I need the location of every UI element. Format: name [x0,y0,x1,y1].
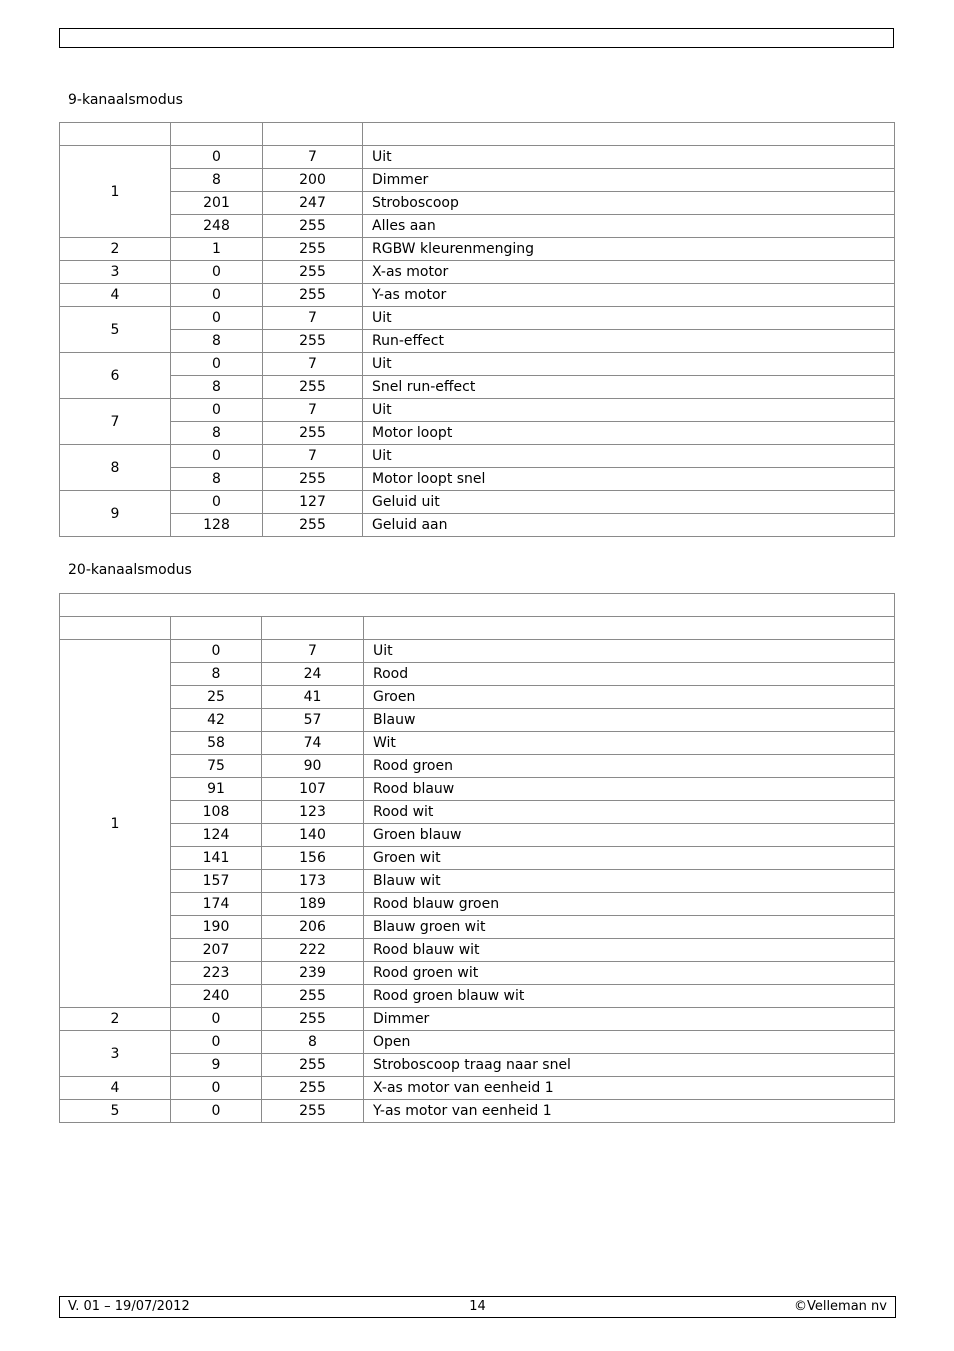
value-from-cell: 75 [171,755,262,778]
table-row [60,146,895,169]
table-caption-cell [60,594,895,617]
value-from-cell: 0 [171,307,263,330]
value-from-cell: 91 [171,778,262,801]
footer-copyright: ©Velleman nv [793,1299,887,1314]
channel-cell: 5 [60,1100,171,1123]
channel-cell: 7 [60,399,171,445]
value-to-cell: 57 [262,709,364,732]
table-row [60,169,895,192]
value-from-cell: 0 [171,353,263,376]
value-from-cell: 174 [171,893,262,916]
value-to-cell: 255 [263,422,363,445]
value-to-cell: 255 [262,1008,364,1031]
table-row [60,491,895,514]
value-from-cell: 9 [171,1054,262,1077]
table-row [60,307,895,330]
table-row [60,192,895,215]
value-from-cell: 0 [171,284,263,307]
table-row [60,1077,895,1100]
value-from-cell: 0 [171,445,263,468]
value-to-cell: 255 [262,1077,364,1100]
channel-cell: 4 [60,1077,171,1100]
channel-cell: 6 [60,353,171,399]
function-cell: Rood blauw [364,778,895,801]
function-cell: Uit [363,307,895,330]
channel-cell: 9 [60,491,171,537]
value-from-cell: 0 [171,1008,262,1031]
value-from-cell: 0 [171,640,262,663]
value-from-cell: 240 [171,985,262,1008]
channel-cell: 2 [60,238,171,261]
value-from-cell: 0 [171,1031,262,1054]
function-cell: Dimmer [363,169,895,192]
value-to-cell: 7 [263,146,363,169]
value-from-cell: 8 [171,663,262,686]
table-caption-row [60,594,895,617]
table-row [60,1100,895,1123]
value-to-cell: 255 [263,238,363,261]
table-row [60,778,895,801]
value-to-cell: 222 [262,939,364,962]
function-cell: Blauw wit [364,870,895,893]
header-cell-function [364,617,895,640]
value-from-cell: 0 [171,399,263,422]
function-cell: Rood blauw wit [364,939,895,962]
value-to-cell: 247 [263,192,363,215]
function-cell: Uit [363,353,895,376]
value-from-cell: 201 [171,192,263,215]
value-from-cell: 8 [171,169,263,192]
channel-cell: 3 [60,261,171,284]
function-cell: Y-as motor van eenheid 1 [364,1100,895,1123]
function-cell: Alles aan [363,215,895,238]
table-row [60,238,895,261]
function-cell: Motor loopt snel [363,468,895,491]
value-to-cell: 7 [262,640,364,663]
value-from-cell: 0 [171,261,263,284]
value-from-cell: 42 [171,709,262,732]
value-to-cell: 255 [263,330,363,353]
function-cell: Uit [363,399,895,422]
function-cell: Uit [364,640,895,663]
section-title-20-channel: 20-kanaalsmodus [68,562,192,578]
table-row [60,284,895,307]
table-row [60,663,895,686]
value-to-cell: 255 [263,215,363,238]
function-cell: Groen [364,686,895,709]
header-cell-function [363,123,895,146]
table-row [60,709,895,732]
function-cell: Stroboscoop [363,192,895,215]
section-title-9-channel: 9-kanaalsmodus [68,92,183,108]
value-to-cell: 173 [262,870,364,893]
table-row [60,422,895,445]
value-from-cell: 157 [171,870,262,893]
value-from-cell: 0 [171,1100,262,1123]
value-to-cell: 41 [262,686,364,709]
table-row [60,399,895,422]
value-from-cell: 0 [171,1077,262,1100]
value-to-cell: 255 [262,1054,364,1077]
table-row [60,893,895,916]
header-cell-from [171,617,262,640]
page-footer [59,1296,896,1318]
value-to-cell: 107 [262,778,364,801]
header-cell-channel [60,617,171,640]
function-cell: Blauw [364,709,895,732]
value-to-cell: 127 [263,491,363,514]
channel-cell: 2 [60,1008,171,1031]
value-to-cell: 24 [262,663,364,686]
function-cell: Open [364,1031,895,1054]
value-from-cell: 141 [171,847,262,870]
value-from-cell: 207 [171,939,262,962]
value-to-cell: 140 [262,824,364,847]
table-row [60,755,895,778]
channel-cell: 1 [60,640,171,1008]
table-row [60,330,895,353]
value-from-cell: 124 [171,824,262,847]
function-cell: Groen wit [364,847,895,870]
function-cell: Dimmer [364,1008,895,1031]
table-row [60,514,895,537]
value-to-cell: 255 [263,376,363,399]
value-from-cell: 0 [171,146,263,169]
function-cell: X-as motor [363,261,895,284]
table-row [60,376,895,399]
function-cell: Geluid uit [363,491,895,514]
footer-version: V. 01 – 19/07/2012 [68,1299,190,1314]
table-row [60,870,895,893]
table-row [60,962,895,985]
function-cell: Rood blauw groen [364,893,895,916]
function-cell: RGBW kleurenmenging [363,238,895,261]
channel-cell: 3 [60,1031,171,1077]
value-to-cell: 255 [263,514,363,537]
value-to-cell: 74 [262,732,364,755]
value-from-cell: 128 [171,514,263,537]
function-cell: Snel run-effect [363,376,895,399]
table-row [60,640,895,663]
value-to-cell: 255 [262,985,364,1008]
function-cell: Groen blauw [364,824,895,847]
function-cell: Run-effect [363,330,895,353]
dmx-table-9-channel [59,122,895,537]
table-row [60,847,895,870]
function-cell: Wit [364,732,895,755]
table-row [60,824,895,847]
value-from-cell: 8 [171,376,263,399]
table-row [60,261,895,284]
page-header-box [59,28,894,48]
table-row [60,445,895,468]
table-row [60,985,895,1008]
value-from-cell: 223 [171,962,262,985]
table-row [60,1054,895,1077]
value-to-cell: 206 [262,916,364,939]
function-cell: X-as motor van eenheid 1 [364,1077,895,1100]
header-cell-to [262,617,364,640]
function-cell: Rood wit [364,801,895,824]
header-cell-to [263,123,363,146]
function-cell: Rood [364,663,895,686]
channel-cell: 8 [60,445,171,491]
value-from-cell: 248 [171,215,263,238]
value-from-cell: 0 [171,491,263,514]
value-from-cell: 108 [171,801,262,824]
value-to-cell: 255 [263,468,363,491]
table-row [60,353,895,376]
header-cell-from [171,123,263,146]
function-cell: Stroboscoop traag naar snel [364,1054,895,1077]
function-cell: Rood groen wit [364,962,895,985]
table-header-row [60,123,895,146]
function-cell: Uit [363,146,895,169]
value-to-cell: 7 [263,353,363,376]
value-from-cell: 190 [171,916,262,939]
channel-cell: 5 [60,307,171,353]
value-to-cell: 7 [263,307,363,330]
table-row [60,732,895,755]
value-to-cell: 156 [262,847,364,870]
function-cell: Rood groen blauw wit [364,985,895,1008]
value-from-cell: 25 [171,686,262,709]
function-cell: Geluid aan [363,514,895,537]
table-row [60,916,895,939]
value-from-cell: 1 [171,238,263,261]
dmx-table-20-channel [59,593,895,1123]
value-from-cell: 8 [171,422,263,445]
table-row [60,1008,895,1031]
table-row [60,686,895,709]
table-row [60,468,895,491]
value-to-cell: 123 [262,801,364,824]
function-cell: Blauw groen wit [364,916,895,939]
function-cell: Motor loopt [363,422,895,445]
table-row [60,801,895,824]
value-to-cell: 200 [263,169,363,192]
table-row [60,1031,895,1054]
function-cell: Uit [363,445,895,468]
value-to-cell: 255 [263,284,363,307]
value-to-cell: 7 [263,445,363,468]
table-row [60,939,895,962]
value-to-cell: 189 [262,893,364,916]
table-row [60,215,895,238]
value-to-cell: 239 [262,962,364,985]
channel-cell: 4 [60,284,171,307]
function-cell: Y-as motor [363,284,895,307]
value-from-cell: 8 [171,330,263,353]
function-cell: Rood groen [364,755,895,778]
value-to-cell: 90 [262,755,364,778]
table-header-row [60,617,895,640]
value-to-cell: 7 [263,399,363,422]
value-to-cell: 255 [262,1100,364,1123]
value-from-cell: 58 [171,732,262,755]
value-to-cell: 255 [263,261,363,284]
value-from-cell: 8 [171,468,263,491]
header-cell-channel [60,123,171,146]
value-to-cell: 8 [262,1031,364,1054]
footer-page-number: 14 [469,1299,486,1314]
channel-cell: 1 [60,146,171,238]
